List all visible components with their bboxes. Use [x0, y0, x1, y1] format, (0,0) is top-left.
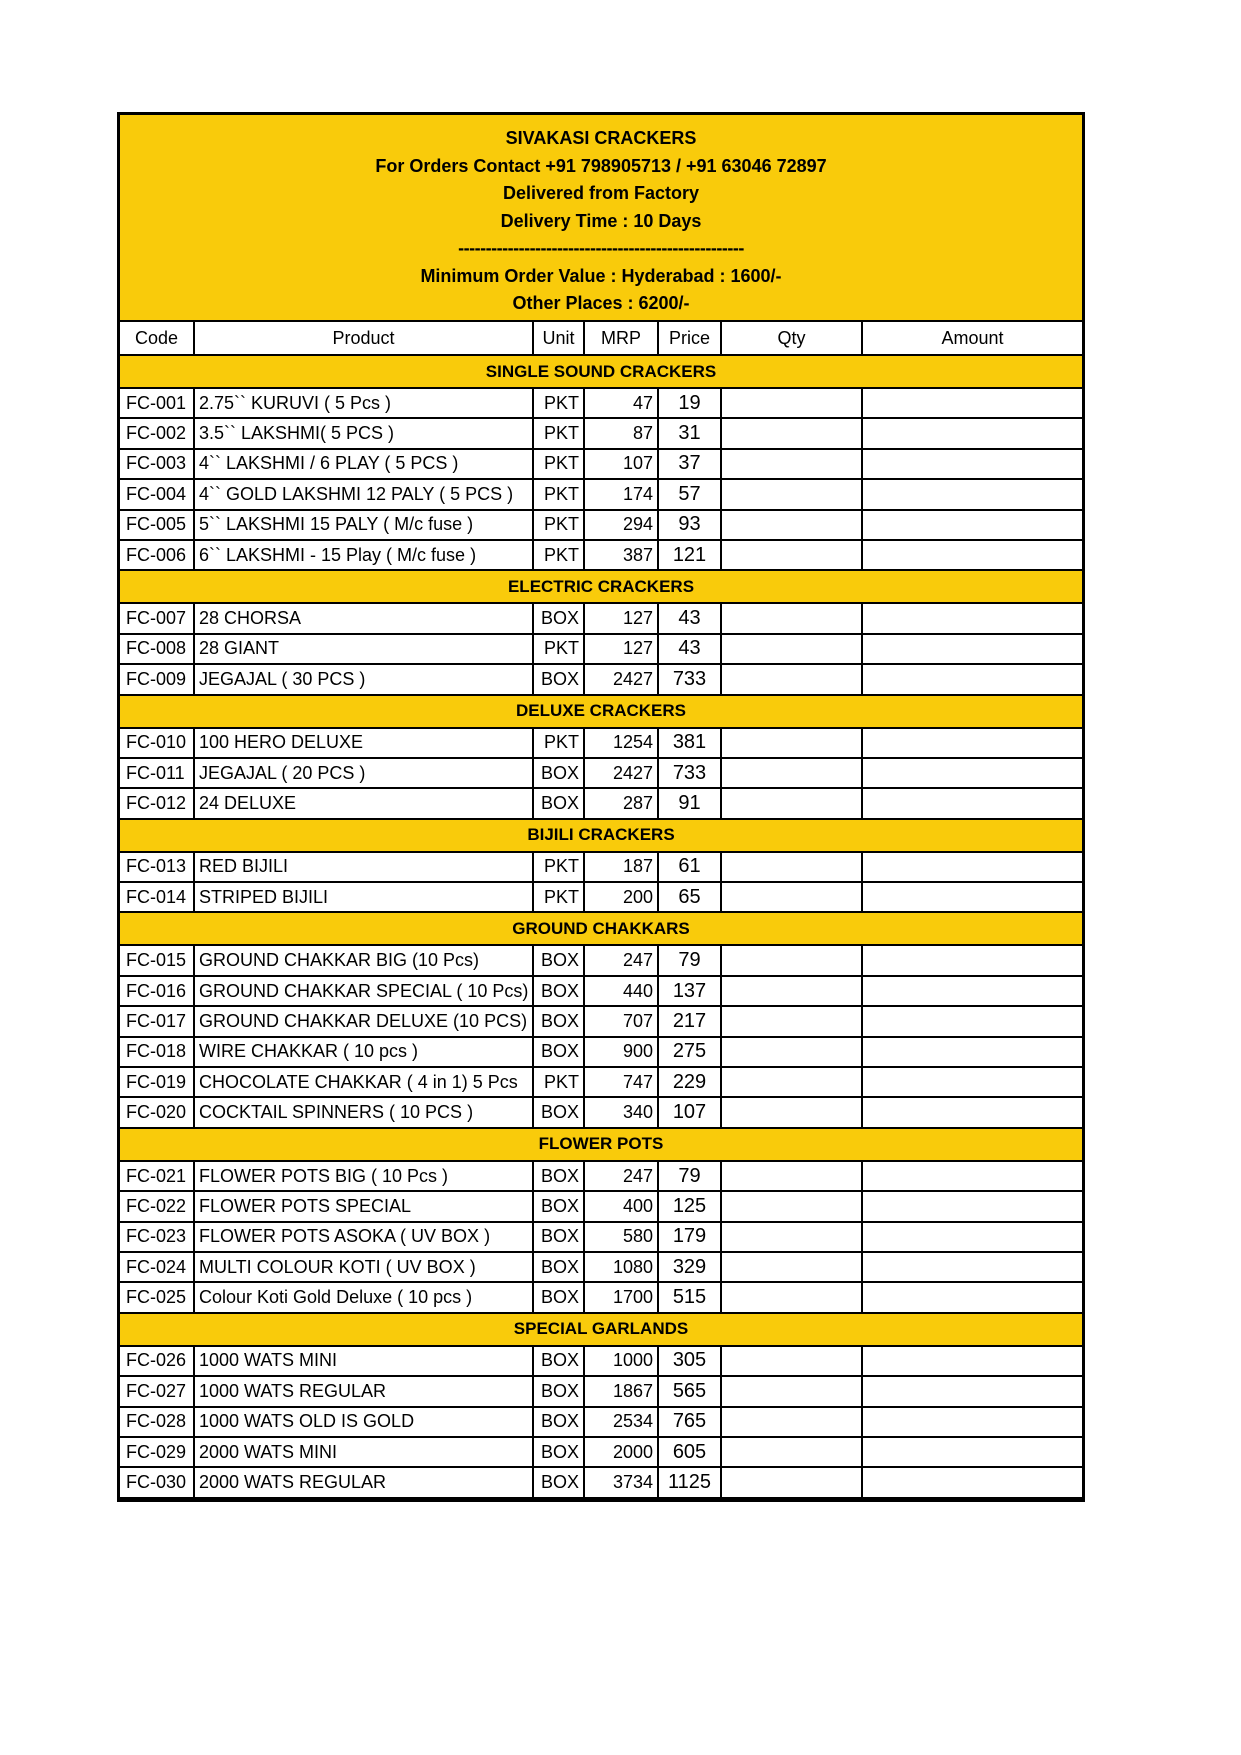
amount-cell — [862, 1037, 1082, 1067]
column-header-code: Code — [120, 322, 194, 355]
product-code-cell: FC-003 — [120, 449, 194, 479]
minimum-order-value: Minimum Order Value : Hyderabad : 1600/- — [420, 265, 782, 286]
product-code-cell: FC-027 — [120, 1376, 194, 1406]
category-title: GROUND CHAKKARS — [120, 912, 1082, 945]
product-name-cell: WIRE CHAKKAR ( 10 pcs ) — [194, 1037, 533, 1067]
amount-cell — [862, 418, 1082, 448]
price-cell: 121 — [658, 540, 721, 570]
product-name-cell: 2000 WATS MINI — [194, 1437, 533, 1467]
mrp-cell: 340 — [584, 1097, 658, 1127]
product-name-cell: Colour Koti Gold Deluxe ( 10 pcs ) — [194, 1282, 533, 1312]
price-cell: 19 — [658, 388, 721, 418]
unit-cell: BOX — [533, 1282, 584, 1312]
qty-cell[interactable] — [721, 1467, 862, 1497]
column-header-amount: Amount — [862, 322, 1082, 355]
product-code-cell: FC-010 — [120, 728, 194, 758]
product-row — [120, 758, 1082, 788]
product-row — [120, 1346, 1082, 1376]
mrp-cell: 187 — [584, 852, 658, 882]
product-row — [120, 1006, 1082, 1036]
mrp-cell: 294 — [584, 510, 658, 540]
product-code-cell: FC-007 — [120, 603, 194, 633]
product-name-cell: 4`` GOLD LAKSHMI 12 PALY ( 5 PCS ) — [194, 479, 533, 509]
price-list-sheet — [117, 112, 1085, 1502]
category-row — [120, 819, 1082, 852]
amount-cell — [862, 1191, 1082, 1221]
price-cell: 733 — [658, 664, 721, 694]
unit-cell: PKT — [533, 852, 584, 882]
qty-cell[interactable] — [721, 1282, 862, 1312]
product-code-cell: FC-030 — [120, 1467, 194, 1497]
column-header-row — [120, 322, 1082, 355]
amount-cell — [862, 510, 1082, 540]
mrp-cell: 1254 — [584, 728, 658, 758]
price-cell: 107 — [658, 1097, 721, 1127]
unit-cell: BOX — [533, 945, 584, 975]
mrp-cell: 707 — [584, 1006, 658, 1036]
product-code-cell: FC-018 — [120, 1037, 194, 1067]
unit-cell: BOX — [533, 1467, 584, 1497]
amount-cell — [862, 540, 1082, 570]
category-row — [120, 355, 1082, 388]
qty-cell[interactable] — [721, 852, 862, 882]
qty-cell[interactable] — [721, 758, 862, 788]
product-name-cell: 5`` LAKSHMI 15 PALY ( M/c fuse ) — [194, 510, 533, 540]
qty-cell[interactable] — [721, 1067, 862, 1097]
product-row — [120, 418, 1082, 448]
product-name-cell: 4`` LAKSHMI / 6 PLAY ( 5 PCS ) — [194, 449, 533, 479]
product-row — [120, 728, 1082, 758]
price-cell: 605 — [658, 1437, 721, 1467]
product-code-cell: FC-021 — [120, 1161, 194, 1191]
product-code-cell: FC-026 — [120, 1346, 194, 1376]
amount-cell — [862, 976, 1082, 1006]
product-row — [120, 479, 1082, 509]
mrp-cell: 1080 — [584, 1252, 658, 1282]
price-cell: 79 — [658, 945, 721, 975]
product-code-cell: FC-023 — [120, 1222, 194, 1252]
product-code-cell: FC-013 — [120, 852, 194, 882]
product-name-cell: MULTI COLOUR KOTI ( UV BOX ) — [194, 1252, 533, 1282]
price-cell: 217 — [658, 1006, 721, 1036]
product-code-cell: FC-001 — [120, 388, 194, 418]
price-table — [120, 322, 1082, 1499]
amount-cell — [862, 758, 1082, 788]
unit-cell: PKT — [533, 728, 584, 758]
mrp-cell: 127 — [584, 603, 658, 633]
mrp-cell: 2427 — [584, 664, 658, 694]
mrp-cell: 2000 — [584, 1437, 658, 1467]
amount-cell — [862, 1346, 1082, 1376]
product-code-cell: FC-002 — [120, 418, 194, 448]
product-row — [120, 1037, 1082, 1067]
product-code-cell: FC-029 — [120, 1437, 194, 1467]
amount-cell — [862, 603, 1082, 633]
category-title: ELECTRIC CRACKERS — [120, 570, 1082, 603]
unit-cell: PKT — [533, 882, 584, 912]
amount-cell — [862, 945, 1082, 975]
product-name-cell: FLOWER POTS ASOKA ( UV BOX ) — [194, 1222, 533, 1252]
product-name-cell: 28 CHORSA — [194, 603, 533, 633]
product-name-cell: 6`` LAKSHMI - 15 Play ( M/c fuse ) — [194, 540, 533, 570]
price-cell: 329 — [658, 1252, 721, 1282]
unit-cell: BOX — [533, 976, 584, 1006]
amount-cell — [862, 852, 1082, 882]
product-code-cell: FC-009 — [120, 664, 194, 694]
mrp-cell: 174 — [584, 479, 658, 509]
price-cell: 229 — [658, 1067, 721, 1097]
amount-cell — [862, 449, 1082, 479]
price-cell: 305 — [658, 1346, 721, 1376]
product-name-cell: 2000 WATS REGULAR — [194, 1467, 533, 1497]
product-name-cell: 1000 WATS OLD IS GOLD — [194, 1407, 533, 1437]
amount-cell — [862, 1006, 1082, 1036]
product-code-cell: FC-019 — [120, 1067, 194, 1097]
mrp-cell: 247 — [584, 1161, 658, 1191]
category-row — [120, 695, 1082, 728]
unit-cell: PKT — [533, 388, 584, 418]
category-title: BIJILI CRACKERS — [120, 819, 1082, 852]
unit-cell: PKT — [533, 418, 584, 448]
product-code-cell: FC-006 — [120, 540, 194, 570]
amount-cell — [862, 728, 1082, 758]
unit-cell: BOX — [533, 603, 584, 633]
price-cell: 733 — [658, 758, 721, 788]
unit-cell: BOX — [533, 664, 584, 694]
column-header-unit: Unit — [533, 322, 584, 355]
product-code-cell: FC-005 — [120, 510, 194, 540]
product-code-cell: FC-015 — [120, 945, 194, 975]
unit-cell: BOX — [533, 1407, 584, 1437]
product-row — [120, 388, 1082, 418]
product-name-cell: RED BIJILI — [194, 852, 533, 882]
qty-cell[interactable] — [721, 449, 862, 479]
price-cell: 765 — [658, 1407, 721, 1437]
product-name-cell: JEGAJAL ( 20 PCS ) — [194, 758, 533, 788]
amount-cell — [862, 882, 1082, 912]
price-cell: 137 — [658, 976, 721, 1006]
price-cell: 125 — [658, 1191, 721, 1221]
product-row — [120, 1467, 1082, 1497]
amount-cell — [862, 479, 1082, 509]
mrp-cell: 1000 — [584, 1346, 658, 1376]
product-row — [120, 1191, 1082, 1221]
qty-cell[interactable] — [721, 945, 862, 975]
mrp-cell: 107 — [584, 449, 658, 479]
mrp-cell: 287 — [584, 788, 658, 818]
product-name-cell: 1000 WATS REGULAR — [194, 1376, 533, 1406]
category-title: SINGLE SOUND CRACKERS — [120, 355, 1082, 388]
product-code-cell: FC-012 — [120, 788, 194, 818]
product-name-cell: FLOWER POTS SPECIAL — [194, 1191, 533, 1221]
price-list-header — [120, 115, 1082, 322]
mrp-cell: 747 — [584, 1067, 658, 1097]
product-name-cell: 28 GIANT — [194, 634, 533, 664]
price-cell: 91 — [658, 788, 721, 818]
unit-cell: PKT — [533, 634, 584, 664]
price-cell: 93 — [658, 510, 721, 540]
product-row — [120, 1407, 1082, 1437]
category-row — [120, 912, 1082, 945]
price-cell: 381 — [658, 728, 721, 758]
qty-cell[interactable] — [721, 1252, 862, 1282]
price-cell: 565 — [658, 1376, 721, 1406]
price-cell: 515 — [658, 1282, 721, 1312]
mrp-cell: 2427 — [584, 758, 658, 788]
product-row — [120, 449, 1082, 479]
qty-cell[interactable] — [721, 1037, 862, 1067]
column-header-qty: Qty — [721, 322, 862, 355]
product-row — [120, 634, 1082, 664]
product-name-cell: GROUND CHAKKAR DELUXE (10 PCS) — [194, 1006, 533, 1036]
qty-cell[interactable] — [721, 1161, 862, 1191]
product-row — [120, 1222, 1082, 1252]
price-cell: 275 — [658, 1037, 721, 1067]
price-cell: 57 — [658, 479, 721, 509]
qty-cell[interactable] — [721, 1437, 862, 1467]
qty-cell[interactable] — [721, 1376, 862, 1406]
product-row — [120, 510, 1082, 540]
product-row — [120, 603, 1082, 633]
price-cell: 43 — [658, 603, 721, 633]
unit-cell: BOX — [533, 1222, 584, 1252]
product-code-cell: FC-017 — [120, 1006, 194, 1036]
price-cell: 79 — [658, 1161, 721, 1191]
price-cell: 179 — [658, 1222, 721, 1252]
mrp-cell: 400 — [584, 1191, 658, 1221]
product-row — [120, 1097, 1082, 1127]
product-name-cell: COCKTAIL SPINNERS ( 10 PCS ) — [194, 1097, 533, 1127]
order-contact: For Orders Contact +91 798905713 / +91 63046 72897 — [375, 155, 827, 176]
product-name-cell: 24 DELUXE — [194, 788, 533, 818]
other-places-minimum: Other Places : 6200/- — [512, 293, 690, 313]
product-name-cell: 3.5`` LAKSHMI( 5 PCS ) — [194, 418, 533, 448]
unit-cell: PKT — [533, 1067, 584, 1097]
product-code-cell: FC-025 — [120, 1282, 194, 1312]
qty-cell[interactable] — [721, 603, 862, 633]
category-title: FLOWER POTS — [120, 1128, 1082, 1161]
qty-cell[interactable] — [721, 664, 862, 694]
category-row — [120, 1313, 1082, 1346]
unit-cell: BOX — [533, 1161, 584, 1191]
product-row — [120, 1376, 1082, 1406]
qty-cell[interactable] — [721, 976, 862, 1006]
mrp-cell: 2534 — [584, 1407, 658, 1437]
qty-cell[interactable] — [721, 1006, 862, 1036]
product-code-cell: FC-014 — [120, 882, 194, 912]
unit-cell: BOX — [533, 1346, 584, 1376]
delivered-note: Delivered from Factory — [502, 183, 700, 203]
product-row — [120, 852, 1082, 882]
unit-cell: BOX — [533, 1006, 584, 1036]
product-name-cell: STRIPED BIJILI — [194, 882, 533, 912]
product-name-cell: GROUND CHAKKAR SPECIAL ( 10 Pcs) — [194, 976, 533, 1006]
product-name-cell: FLOWER POTS BIG ( 10 Pcs ) — [194, 1161, 533, 1191]
amount-cell — [862, 388, 1082, 418]
amount-cell — [862, 1067, 1082, 1097]
column-header-product: Product — [194, 322, 533, 355]
price-cell: 31 — [658, 418, 721, 448]
product-code-cell: FC-008 — [120, 634, 194, 664]
header-divider: ---------------------------------------------------- — [458, 238, 744, 258]
amount-cell — [862, 1097, 1082, 1127]
price-cell: 65 — [658, 882, 721, 912]
mrp-cell: 247 — [584, 945, 658, 975]
unit-cell: BOX — [533, 1037, 584, 1067]
qty-cell[interactable] — [721, 540, 862, 570]
amount-cell — [862, 1376, 1082, 1406]
product-name-cell: 100 HERO DELUXE — [194, 728, 533, 758]
price-cell: 43 — [658, 634, 721, 664]
product-code-cell: FC-024 — [120, 1252, 194, 1282]
product-row — [120, 540, 1082, 570]
category-title: SPECIAL GARLANDS — [120, 1313, 1082, 1346]
product-row — [120, 1067, 1082, 1097]
product-row — [120, 1252, 1082, 1282]
qty-cell[interactable] — [721, 388, 862, 418]
product-code-cell: FC-028 — [120, 1407, 194, 1437]
qty-cell[interactable] — [721, 788, 862, 818]
unit-cell: PKT — [533, 510, 584, 540]
qty-cell[interactable] — [721, 1191, 862, 1221]
product-row — [120, 788, 1082, 818]
product-name-cell: 2.75`` KURUVI ( 5 Pcs ) — [194, 388, 533, 418]
category-row — [120, 1128, 1082, 1161]
unit-cell: BOX — [533, 758, 584, 788]
amount-cell — [862, 1252, 1082, 1282]
qty-cell[interactable] — [721, 1097, 862, 1127]
qty-cell[interactable] — [721, 728, 862, 758]
unit-cell: BOX — [533, 1191, 584, 1221]
unit-cell: PKT — [533, 540, 584, 570]
product-row — [120, 882, 1082, 912]
category-row — [120, 570, 1082, 603]
qty-cell[interactable] — [721, 1346, 862, 1376]
unit-cell: BOX — [533, 1252, 584, 1282]
product-row — [120, 976, 1082, 1006]
amount-cell — [862, 1437, 1082, 1467]
product-code-cell: FC-011 — [120, 758, 194, 788]
mrp-cell: 1700 — [584, 1282, 658, 1312]
mrp-cell: 47 — [584, 388, 658, 418]
mrp-cell: 127 — [584, 634, 658, 664]
column-header-mrp: MRP — [584, 322, 658, 355]
column-header-price: Price — [658, 322, 721, 355]
mrp-cell: 440 — [584, 976, 658, 1006]
mrp-cell: 87 — [584, 418, 658, 448]
product-name-cell: 1000 WATS MINI — [194, 1346, 533, 1376]
product-code-cell: FC-016 — [120, 976, 194, 1006]
amount-cell — [862, 1161, 1082, 1191]
unit-cell: BOX — [533, 1437, 584, 1467]
product-row — [120, 1282, 1082, 1312]
unit-cell: BOX — [533, 788, 584, 818]
mrp-cell: 1867 — [584, 1376, 658, 1406]
amount-cell — [862, 1282, 1082, 1312]
price-cell: 37 — [658, 449, 721, 479]
amount-cell — [862, 664, 1082, 694]
qty-cell[interactable] — [721, 1222, 862, 1252]
qty-cell[interactable] — [721, 634, 862, 664]
unit-cell: PKT — [533, 449, 584, 479]
unit-cell: PKT — [533, 479, 584, 509]
product-row — [120, 945, 1082, 975]
qty-cell[interactable] — [721, 510, 862, 540]
product-row — [120, 1437, 1082, 1467]
product-name-cell: CHOCOLATE CHAKKAR ( 4 in 1) 5 Pcs — [194, 1067, 533, 1097]
delivery-time: Delivery Time : 10 Days — [500, 210, 702, 231]
qty-cell[interactable] — [721, 479, 862, 509]
product-name-cell: GROUND CHAKKAR BIG (10 Pcs) — [194, 945, 533, 975]
product-code-cell: FC-004 — [120, 479, 194, 509]
product-code-cell: FC-022 — [120, 1191, 194, 1221]
amount-cell — [862, 1467, 1082, 1497]
qty-cell[interactable] — [721, 882, 862, 912]
mrp-cell: 900 — [584, 1037, 658, 1067]
product-code-cell: FC-020 — [120, 1097, 194, 1127]
company-title: SIVAKASI CRACKERS — [505, 128, 697, 148]
unit-cell: BOX — [533, 1376, 584, 1406]
amount-cell — [862, 1407, 1082, 1437]
product-row — [120, 1161, 1082, 1191]
mrp-cell: 3734 — [584, 1467, 658, 1497]
qty-cell[interactable] — [721, 1407, 862, 1437]
price-cell: 1125 — [658, 1467, 721, 1497]
qty-cell[interactable] — [721, 418, 862, 448]
unit-cell: BOX — [533, 1097, 584, 1127]
price-cell: 61 — [658, 852, 721, 882]
amount-cell — [862, 788, 1082, 818]
product-row — [120, 664, 1082, 694]
mrp-cell: 580 — [584, 1222, 658, 1252]
amount-cell — [862, 634, 1082, 664]
amount-cell — [862, 1222, 1082, 1252]
category-title: DELUXE CRACKERS — [120, 695, 1082, 728]
mrp-cell: 200 — [584, 882, 658, 912]
product-name-cell: JEGAJAL ( 30 PCS ) — [194, 664, 533, 694]
mrp-cell: 387 — [584, 540, 658, 570]
